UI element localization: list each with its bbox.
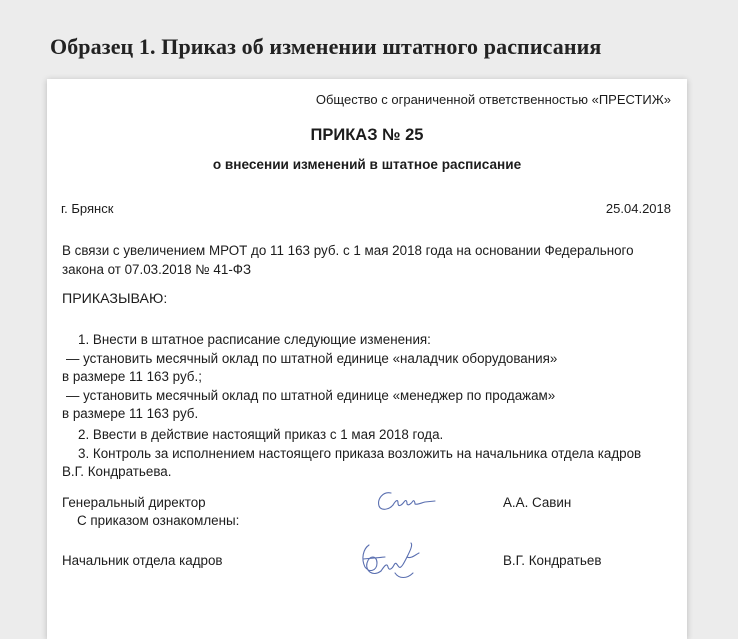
director-signature-icon xyxy=(373,487,443,515)
order-city: г. Брянск xyxy=(61,201,114,216)
order-word: ПРИКАЗЫВАЮ: xyxy=(62,291,168,307)
item-3-line-2: В.Г. Кондратьева. xyxy=(62,464,172,479)
document-sheet xyxy=(47,79,687,639)
hr-position: Начальник отдела кадров xyxy=(62,553,223,568)
item-1-sub-1-line-2: в размере 11 163 руб.; xyxy=(62,369,202,384)
preamble-line-2: закона от 07.03.2018 № 41-ФЗ xyxy=(62,262,252,277)
page-heading: Образец 1. Приказ об изменении штатного расписания xyxy=(50,34,602,59)
organization-name: Общество с ограниченной ответственностью «ПРЕСТИЖ» xyxy=(315,92,671,107)
hr-name: В.Г. Кондратьев xyxy=(503,553,602,568)
order-title: ПРИКАЗ № 25 xyxy=(310,126,424,144)
item-1-sub-2-line-2: в размере 11 163 руб. xyxy=(62,406,199,421)
hr-signature-icon xyxy=(355,535,435,585)
item-1: 1. Внести в штатное расписание следующие изменения: xyxy=(78,332,431,347)
preamble-line-1: В связи с увеличением МРОТ до 11 163 руб. с 1 мая 2018 года на основании Федерального xyxy=(62,243,634,258)
signer-position: Генеральный директор xyxy=(62,495,206,510)
order-date: 25.04.2018 xyxy=(605,201,671,216)
acknowledged-label: С приказом ознакомлены: xyxy=(77,513,240,528)
item-2: 2. Ввести в действие настоящий приказ с 1 мая 2018 года. xyxy=(78,427,444,442)
item-3-line-1: 3. Контроль за исполнением настоящего приказа возложить на начальника отдела кадров xyxy=(78,446,642,461)
signer-name: А.А. Савин xyxy=(503,495,572,510)
item-1-sub-2-line-1: — установить месячный оклад по штатной единице «менеджер по продажам» xyxy=(66,388,556,403)
item-1-sub-1-line-1: — установить месячный оклад по штатной единице «наладчик оборудования» xyxy=(66,351,558,366)
order-subtitle: о внесении изменений в штатное расписание xyxy=(212,157,522,172)
